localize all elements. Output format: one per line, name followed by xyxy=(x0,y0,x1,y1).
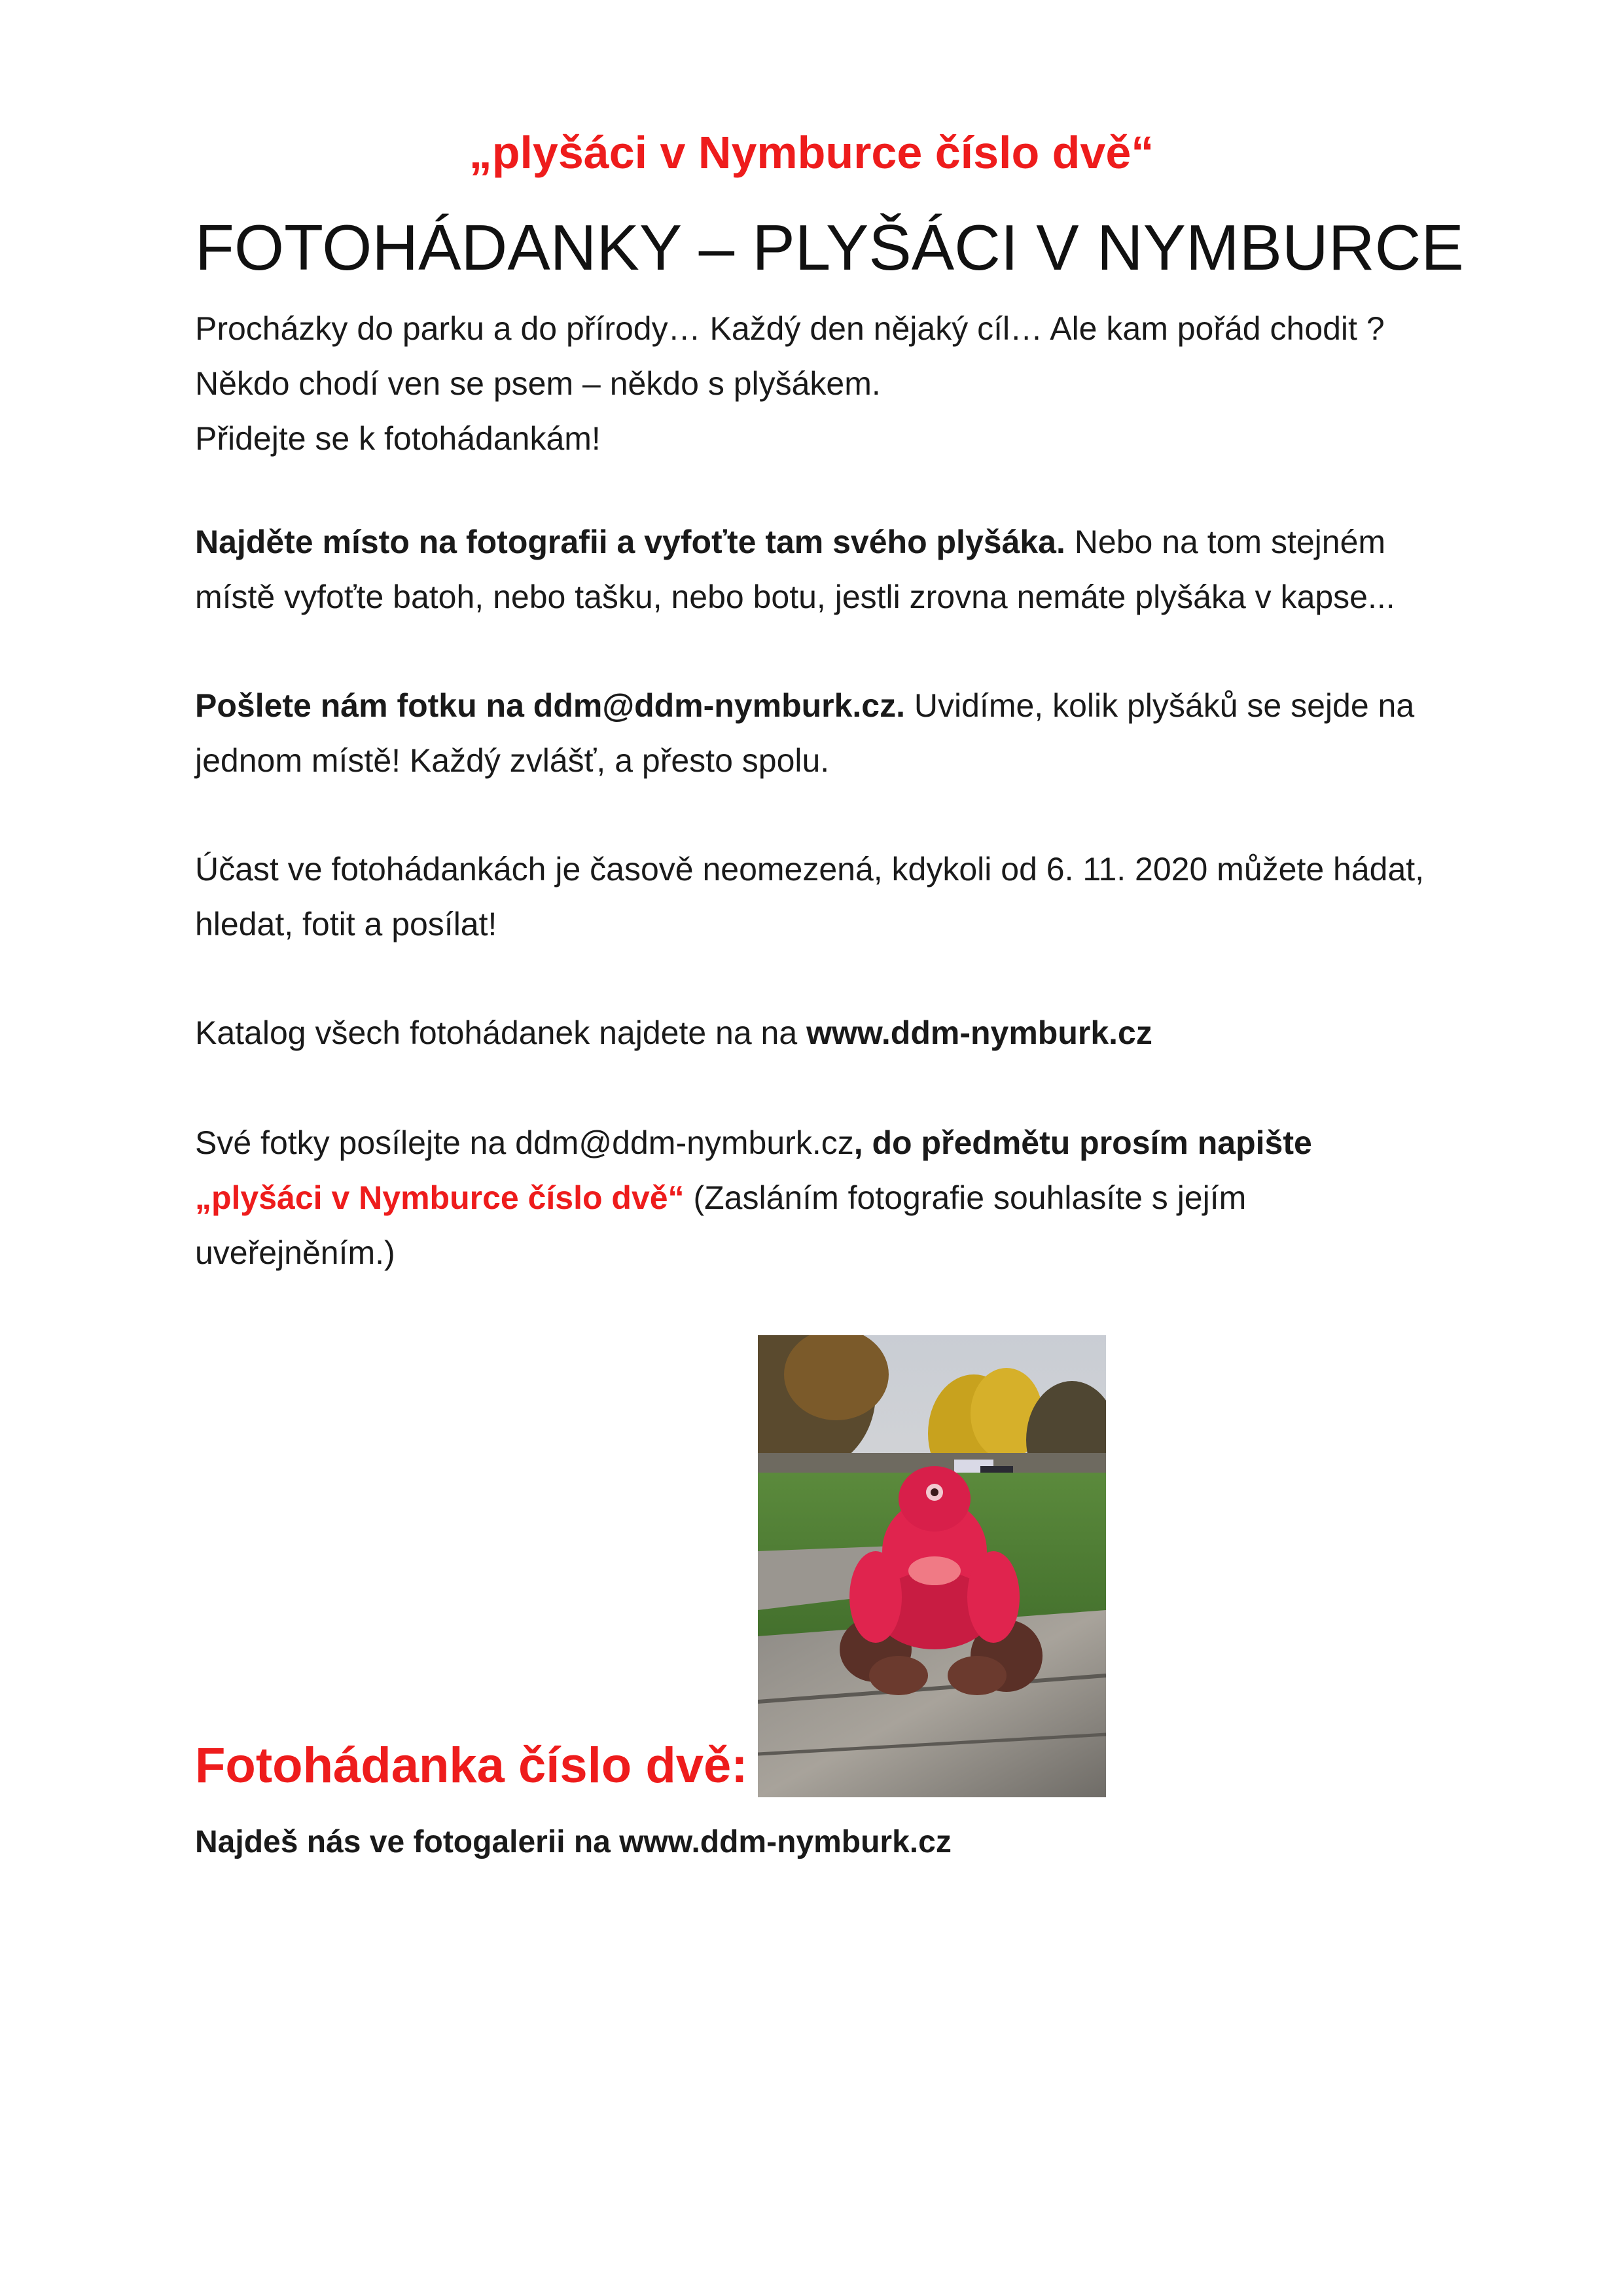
submit-text: Své fotky posílejte na ddm@ddm-nymburk.cz xyxy=(195,1124,854,1161)
page-title: FOTOHÁDANKY – PLYŠÁCI V NYMBURCE xyxy=(195,211,1464,283)
find-bold-text: Najděte místo na fotografii a vyfoťte tam svého plyšáka. xyxy=(195,524,1065,560)
catalog-link[interactable]: www.ddm-nymburk.cz xyxy=(806,1014,1152,1051)
submit-bold-text: , do předmětu prosím napište xyxy=(853,1124,1312,1161)
submit-consent-text: (Zasláním fotografie souhlasíte s jejím xyxy=(684,1179,1247,1216)
puzzle-photo xyxy=(758,1335,1106,1797)
send-bold-text: Pošlete nám fotku na ddm@ddm-nymburk.cz. xyxy=(195,687,906,724)
find-paragraph xyxy=(195,514,1471,624)
send-text-line2: jednom místě! Každý zvlášť, a přesto spolu. xyxy=(195,742,830,779)
submit-paragraph xyxy=(195,1115,1471,1280)
catalog-text: Katalog všech fotohádanek najdete na na xyxy=(195,1014,807,1051)
intro-line: Procházky do parku a do přírody… Každý den nějaký cíl… Ale kam pořád chodit ? xyxy=(195,310,1385,347)
page-subtitle: „plyšáci v Nymburce číslo dvě“ xyxy=(469,127,1154,178)
submit-subject-text: „plyšáci v Nymburce číslo dvě“ xyxy=(195,1179,685,1216)
submit-text-line3: uveřejněním.) xyxy=(195,1234,395,1271)
participation-line: hledat, fotit a posílat! xyxy=(195,906,497,942)
send-text: Uvidíme, kolik plyšáků se sejde na xyxy=(905,687,1415,724)
puzzle-heading: Fotohádanka číslo dvě: xyxy=(195,1738,748,1793)
find-text-line2: místě vyfoťte batoh, nebo tašku, nebo botu, jestli zrovna nemáte plyšáka v kapse... xyxy=(195,579,1395,615)
intro-line: Někdo chodí ven se psem – někdo s plyšákem. xyxy=(195,365,881,402)
intro-paragraph xyxy=(195,301,1471,466)
send-paragraph xyxy=(195,678,1471,788)
participation-paragraph xyxy=(195,842,1471,952)
intro-line: Přidejte se k fotohádankám! xyxy=(195,420,601,457)
footer-text: Najdeš nás ve fotogalerii na www.ddm-nymburk.cz xyxy=(195,1825,952,1859)
catalog-paragraph xyxy=(195,1005,1471,1060)
find-text: Nebo na tom stejném xyxy=(1065,524,1386,560)
participation-line: Účast ve fotohádankách je časově neomezená, kdykoli od 6. 11. 2020 můžete hádat, xyxy=(195,851,1425,888)
